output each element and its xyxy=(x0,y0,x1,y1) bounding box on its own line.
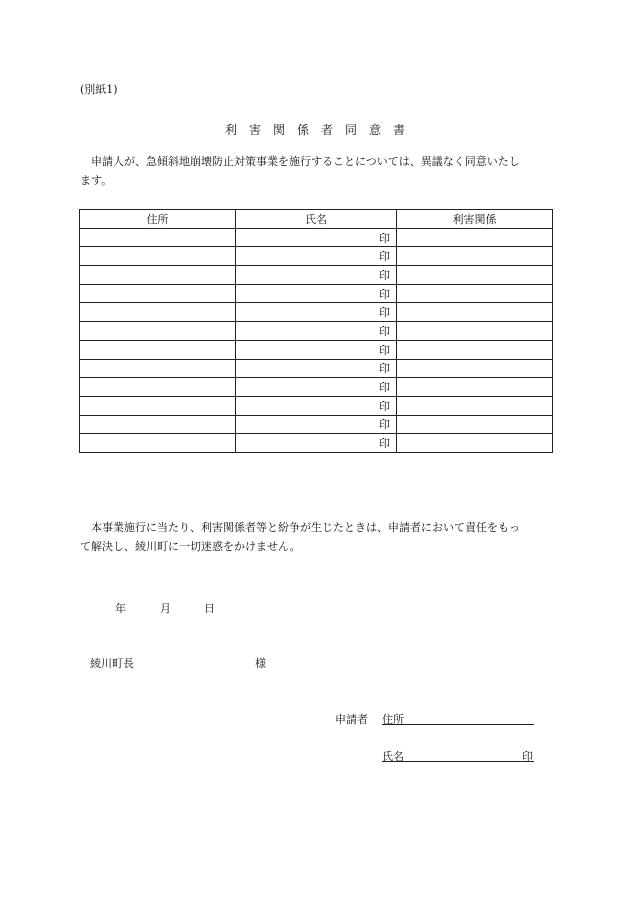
name-cell[interactable]: 印 xyxy=(236,340,397,359)
applicant-name-label: 氏名 xyxy=(382,750,404,763)
interest-cell[interactable] xyxy=(397,340,553,359)
date-day: 日 xyxy=(204,602,215,615)
address-cell[interactable] xyxy=(80,415,236,434)
name-cell[interactable]: 印 xyxy=(236,415,397,434)
table-row xyxy=(80,303,553,322)
table-row xyxy=(80,415,553,434)
header-interest: 利害関係 xyxy=(397,210,553,229)
applicant-address-field[interactable] xyxy=(382,724,534,725)
closing-paragraph xyxy=(80,518,554,556)
consent-table xyxy=(79,209,553,453)
name-cell[interactable]: 印 xyxy=(236,434,397,453)
name-cell[interactable]: 印 xyxy=(236,359,397,378)
header-name: 氏名 xyxy=(236,210,397,229)
attachment-label: (別紙1) xyxy=(80,83,118,96)
table-header-row xyxy=(80,210,553,229)
interest-cell[interactable] xyxy=(397,228,553,247)
name-cell[interactable]: 印 xyxy=(236,378,397,397)
address-cell[interactable] xyxy=(80,303,236,322)
addressee-honorific: 様 xyxy=(255,657,266,670)
intro-line-2: ます。 xyxy=(80,174,113,187)
address-cell[interactable] xyxy=(80,247,236,266)
table-row xyxy=(80,284,553,303)
name-cell[interactable]: 印 xyxy=(236,322,397,341)
addressee-name: 綾川町長 xyxy=(90,657,134,670)
interest-cell[interactable] xyxy=(397,247,553,266)
name-cell[interactable]: 印 xyxy=(236,228,397,247)
address-cell[interactable] xyxy=(80,359,236,378)
address-cell[interactable] xyxy=(80,228,236,247)
interest-cell[interactable] xyxy=(397,303,553,322)
intro-paragraph xyxy=(80,152,554,190)
applicant-seal-mark: 印 xyxy=(522,750,533,763)
table-row xyxy=(80,359,553,378)
address-cell[interactable] xyxy=(80,396,236,415)
name-cell[interactable]: 印 xyxy=(236,247,397,266)
interest-cell[interactable] xyxy=(397,415,553,434)
closing-line-1: 本事業施行に当たり、利害関係者等と紛争が生じたときは、申請者において責任をもっ xyxy=(91,521,520,534)
date-year: 年 xyxy=(115,602,126,615)
interest-cell[interactable] xyxy=(397,378,553,397)
table-row xyxy=(80,396,553,415)
address-cell[interactable] xyxy=(80,284,236,303)
address-cell[interactable] xyxy=(80,322,236,341)
table-row xyxy=(80,247,553,266)
table-body xyxy=(80,228,553,452)
date-line xyxy=(115,600,215,616)
interest-cell[interactable] xyxy=(397,396,553,415)
table-row xyxy=(80,340,553,359)
interest-cell[interactable] xyxy=(397,434,553,453)
interest-cell[interactable] xyxy=(397,359,553,378)
name-cell[interactable]: 印 xyxy=(236,266,397,285)
applicant-label: 申請者 xyxy=(335,713,368,726)
intro-line-1: 申請人が、急傾斜地崩壊防止対策事業を施行することについては、異議なく同意いたし xyxy=(91,155,520,168)
table-row xyxy=(80,228,553,247)
applicant-address-label: 住所 xyxy=(382,713,404,726)
closing-line-2: て解決し、綾川町に一切迷惑をかけません。 xyxy=(80,540,301,553)
name-cell[interactable]: 印 xyxy=(236,303,397,322)
address-cell[interactable] xyxy=(80,378,236,397)
table-row xyxy=(80,378,553,397)
name-cell[interactable]: 印 xyxy=(236,396,397,415)
address-cell[interactable] xyxy=(80,266,236,285)
table-row xyxy=(80,266,553,285)
name-cell[interactable]: 印 xyxy=(236,284,397,303)
document-title: 利 害 関 係 者 同 意 書 xyxy=(224,123,405,137)
header-address: 住所 xyxy=(80,210,236,229)
interest-cell[interactable] xyxy=(397,322,553,341)
date-month: 月 xyxy=(160,602,171,615)
address-cell[interactable] xyxy=(80,340,236,359)
address-cell[interactable] xyxy=(80,434,236,453)
interest-cell[interactable] xyxy=(397,266,553,285)
table-row xyxy=(80,322,553,341)
applicant-name-field[interactable] xyxy=(382,761,534,762)
table-row xyxy=(80,434,553,453)
interest-cell[interactable] xyxy=(397,284,553,303)
